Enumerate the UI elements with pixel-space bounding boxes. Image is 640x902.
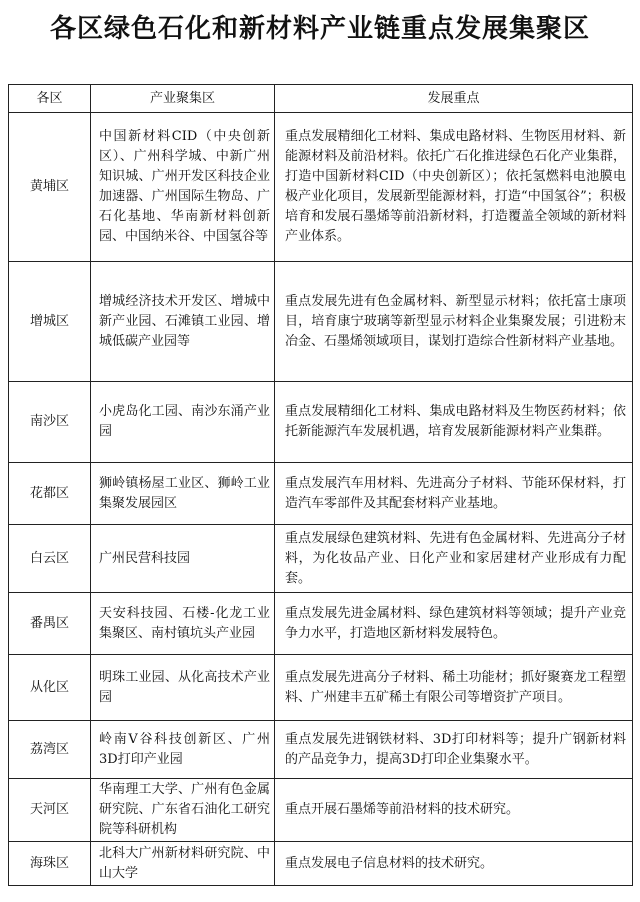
focus-cell: 重点发展绿色建筑材料、先进有色金属材料、先进高分子材料，为化妆品产业、日化产业和家居建材产业形成有力配套。 xyxy=(275,525,633,593)
focus-cell: 重点发展电子信息材料的技术研究。 xyxy=(275,842,633,886)
focus-cell: 重点开展石墨烯等前沿材料的技术研究。 xyxy=(275,779,633,842)
cluster-cell: 岭南V谷科技创新区、广州3D打印产业园 xyxy=(91,721,275,779)
header-focus: 发展重点 xyxy=(275,85,633,113)
table-row xyxy=(9,655,633,721)
district-cell: 天河区 xyxy=(9,779,91,842)
district-cell: 白云区 xyxy=(9,525,91,593)
document-title: 各区绿色石化和新材料产业链重点发展集聚区 xyxy=(49,14,590,44)
district-cell: 南沙区 xyxy=(9,382,91,463)
focus-cell: 重点发展精细化工材料、集成电路材料及生物医药材料；依托新能源汽车发展机遇，培育发展新能源材料产业集群。 xyxy=(275,382,633,463)
district-cell: 荔湾区 xyxy=(9,721,91,779)
table-row xyxy=(9,113,633,262)
focus-cell: 重点发展汽车用材料、先进高分子材料、节能环保材料，打造汽车零部件及其配套材料产业基地。 xyxy=(275,463,633,525)
cluster-cell: 中国新材料CID（中央创新区）、广州科学城、中新广州知识城、广州开发区科技企业加速器、广州国际生物岛、广石化基地、华南新材料创新园、中国纳米谷、中国氢谷等 xyxy=(91,113,275,262)
focus-cell: 重点发展先进有色金属材料、新型显示材料；依托富士康项目，培育康宁玻璃等新型显示材料企业集聚发展；引进粉末冶金、石墨烯领域项目，谋划打造综合性新材料产业基地。 xyxy=(275,262,633,382)
table-row xyxy=(9,593,633,655)
cluster-table xyxy=(8,84,633,886)
table-row xyxy=(9,463,633,525)
cluster-cell: 北科大广州新材料研究院、中山大学 xyxy=(91,842,275,886)
district-cell: 海珠区 xyxy=(9,842,91,886)
table-row xyxy=(9,525,633,593)
table-row xyxy=(9,721,633,779)
focus-cell: 重点发展精细化工材料、集成电路材料、生物医用材料、新能源材料及前沿材料。依托广石化推进绿色石化产业集群，打造中国新材料CID（中央创新区）；依托氢燃料电池膜电极产业化项目，发展新型能源材料，打造“中国氢谷”；积极培育和发展石墨烯等前沿新材料，打造覆盖全领域的新材料产业体系。 xyxy=(275,113,633,262)
table-header-row xyxy=(9,85,633,113)
table-row xyxy=(9,842,633,886)
focus-cell: 重点发展先进金属材料、绿色建筑材料等领域；提升产业竞争力水平，打造地区新材料发展特色。 xyxy=(275,593,633,655)
cluster-cell: 小虎岛化工园、南沙东涌产业园 xyxy=(91,382,275,463)
header-cluster: 产业聚集区 xyxy=(91,85,275,113)
cluster-cell: 明珠工业园、从化高技术产业园 xyxy=(91,655,275,721)
district-cell: 番禺区 xyxy=(9,593,91,655)
focus-cell: 重点发展先进钢铁材料、3D打印材料等；提升广钢新材料的产品竞争力，提高3D打印企业集聚水平。 xyxy=(275,721,633,779)
cluster-cell: 天安科技园、石楼-化龙工业集聚区、南村镇坑头产业园 xyxy=(91,593,275,655)
district-cell: 从化区 xyxy=(9,655,91,721)
cluster-cell: 狮岭镇杨屋工业区、狮岭工业集聚发展园区 xyxy=(91,463,275,525)
district-cell: 黄埔区 xyxy=(9,113,91,262)
district-cell: 增城区 xyxy=(9,262,91,382)
district-cell: 花都区 xyxy=(9,463,91,525)
header-district: 各区 xyxy=(9,85,91,113)
table-row xyxy=(9,262,633,382)
cluster-cell: 华南理工大学、广州有色金属研究院、广东省石油化工研究院等科研机构 xyxy=(91,779,275,842)
table-row xyxy=(9,779,633,842)
table-row xyxy=(9,382,633,463)
cluster-cell: 广州民营科技园 xyxy=(91,525,275,593)
focus-cell: 重点发展先进高分子材料、稀土功能材；抓好聚赛龙工程塑料、广州建丰五矿稀土有限公司等增资扩产项目。 xyxy=(275,655,633,721)
cluster-cell: 增城经济技术开发区、增城中新产业园、石滩镇工业园、增城低碳产业园等 xyxy=(91,262,275,382)
